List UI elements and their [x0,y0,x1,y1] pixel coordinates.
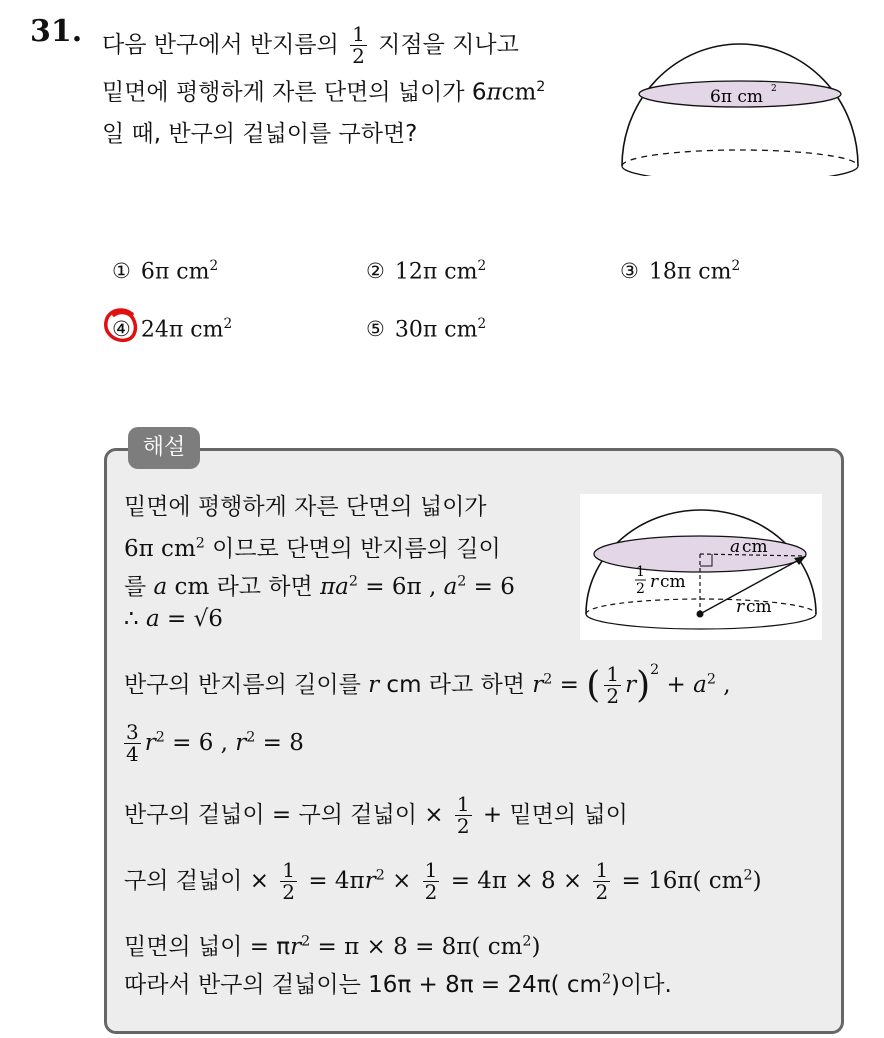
choice-text: 30π cm [394,317,478,343]
var-a: a [145,606,160,632]
solution-line-8 [124,860,762,903]
text: 밑면의 넓이 = π [124,934,291,960]
fraction [124,722,141,765]
solution-line-3 [124,568,515,601]
numerator: 1 [456,792,470,816]
denominator: 2 [424,880,438,904]
right-paren: ) [636,665,651,706]
exponent: 2 [246,729,256,746]
text: = √6 [159,606,223,632]
half-numerator: 1 [636,564,645,580]
choice-1[interactable] [112,258,218,284]
choice-mark: ② [366,259,385,284]
text: = 4π [301,868,365,894]
var-a: a [443,574,458,600]
question-line-2-a: 밑면에 평행하게 자른 단면의 넓이가 6 [102,79,487,106]
text: = [552,672,587,698]
therefore-symbol: ∴ [124,606,146,632]
choice-exp: 2 [477,316,487,332]
solution-line-6 [124,722,304,765]
denominator: 2 [456,814,470,838]
text: = 4π × 8 × [443,868,590,894]
choice-text: 18π cm [648,259,732,285]
choice-exp: 2 [731,258,741,274]
text: 이므로 단면의 반지름의 길이 [204,536,501,562]
exponent: 2 [650,662,660,678]
center-point [697,611,704,618]
text: 를 [124,574,147,600]
half-r-unit: cm [660,572,686,592]
exponent: 2 [543,671,553,688]
exponent: 2 [375,867,385,884]
question-text [102,24,545,155]
question-line-3: 일 때, 반구의 겉넓이를 구하면? [102,120,418,147]
choice-exp: 2 [223,316,233,332]
var-r: r [625,672,637,698]
solution-line-9 [124,928,540,961]
choice-text: 12π cm [394,259,478,285]
half-r-label: r [650,572,659,592]
fraction [280,860,297,903]
solution-line-2 [124,530,501,563]
choice-text: 6π cm [140,259,210,285]
question-line-2 [102,67,545,114]
text: + [659,672,694,698]
var-r: r [368,672,380,698]
exponent: 2 [457,573,467,590]
numerator: 1 [282,858,296,882]
cross-section-area-exp: 2 [771,84,777,94]
exponent: 2 [536,79,546,95]
var-r: r [532,672,544,698]
half-fraction [350,24,367,67]
solution-line-4 [124,606,223,632]
solution-line-1: 밑면에 평행하게 자른 단면의 넓이가 [124,494,487,520]
text: = 6π , [357,574,444,600]
text: ) [752,868,762,894]
area-value: 6π cm [124,536,196,562]
text: cm 라고 하면 [379,672,533,698]
exponent: 2 [743,867,753,884]
numerator: 1 [595,858,609,882]
numerator: 1 [606,662,620,686]
hemisphere-figure [612,36,868,176]
text: = π × 8 = 8π( cm [310,934,523,960]
numerator: 1 [424,858,438,882]
denominator: 2 [606,684,620,708]
question-line-1-b: 지점을 지나고 [378,32,519,58]
r-unit: cm [746,597,772,617]
choice-2[interactable] [366,258,486,284]
a-label: a [730,537,741,557]
var-r: r [144,730,156,756]
solution-hemisphere-diagram [580,494,822,640]
question-number: 31. [30,14,83,49]
base-back-arc [622,150,858,166]
unit-cm: cm [501,79,537,106]
text: ) [531,934,541,960]
choice-5[interactable] [366,316,486,342]
exponent: 2 [155,729,165,746]
text: = 6 , [164,730,236,756]
a-unit: cm [742,537,768,557]
denominator: 2 [595,880,609,904]
text: )이다. [611,972,672,998]
var-a: a [153,574,168,600]
text: 구의 겉넓이 × [124,868,277,894]
var-r: r [290,934,302,960]
solution-line-10 [124,966,672,999]
exponent: 2 [301,933,311,950]
text: = 8 [255,730,304,756]
choice-exp: 2 [209,258,219,274]
numerator: 3 [126,720,139,744]
half-denominator: 2 [636,581,645,597]
fraction [604,664,621,707]
denominator: 4 [126,742,139,766]
choice-mark: ④ [112,317,131,342]
choice-mark: ⑤ [366,317,385,342]
var-a: a [693,672,707,698]
fraction-numerator: 1 [352,22,365,46]
text: = 6 [466,574,515,600]
exponent: 2 [706,671,716,688]
text: 따라서 반구의 겉넓이는 16π + 8π = 24π( cm [124,972,602,998]
exponent: 2 [601,971,612,988]
denominator: 2 [282,880,296,904]
answer-selection-circle [102,306,140,344]
left-paren: ( [586,665,601,706]
var-r: r [364,868,376,894]
fraction [455,794,472,837]
r-label: r [736,597,745,617]
question-line-1-a: 다음 반구에서 반지름의 [102,32,339,58]
exponent: 2 [522,933,532,950]
cross-section-area-label: 6π cm [710,87,764,107]
text: , [715,672,731,698]
pi-symbol: π [486,79,502,106]
text: × [384,868,419,894]
exponent: 2 [348,573,358,590]
fraction-denominator: 2 [352,44,365,68]
solution-tab: 해설 [128,427,200,469]
text: 반구의 반지름의 길이를 [124,672,369,698]
solution-line-7 [124,794,628,837]
text: = 16π( cm [614,868,744,894]
exponent: 2 [195,535,205,552]
choice-text: 24π cm [140,317,224,343]
text: cm 라고 하면 [167,574,321,600]
fraction [423,860,440,903]
choice-mark: ① [112,259,131,284]
choice-mark: ③ [620,259,639,284]
choice-3[interactable] [620,258,740,284]
question-line-1 [102,24,545,67]
text: 반구의 겉넓이 = 구의 겉넓이 × [124,802,451,828]
pi-a: πa [320,574,349,600]
choice-exp: 2 [477,258,487,274]
text: + 밑면의 넓이 [475,802,628,828]
base-front-arc [622,166,858,176]
fraction [593,860,610,903]
var-r: r [235,730,247,756]
solution-line-5 [124,662,731,707]
